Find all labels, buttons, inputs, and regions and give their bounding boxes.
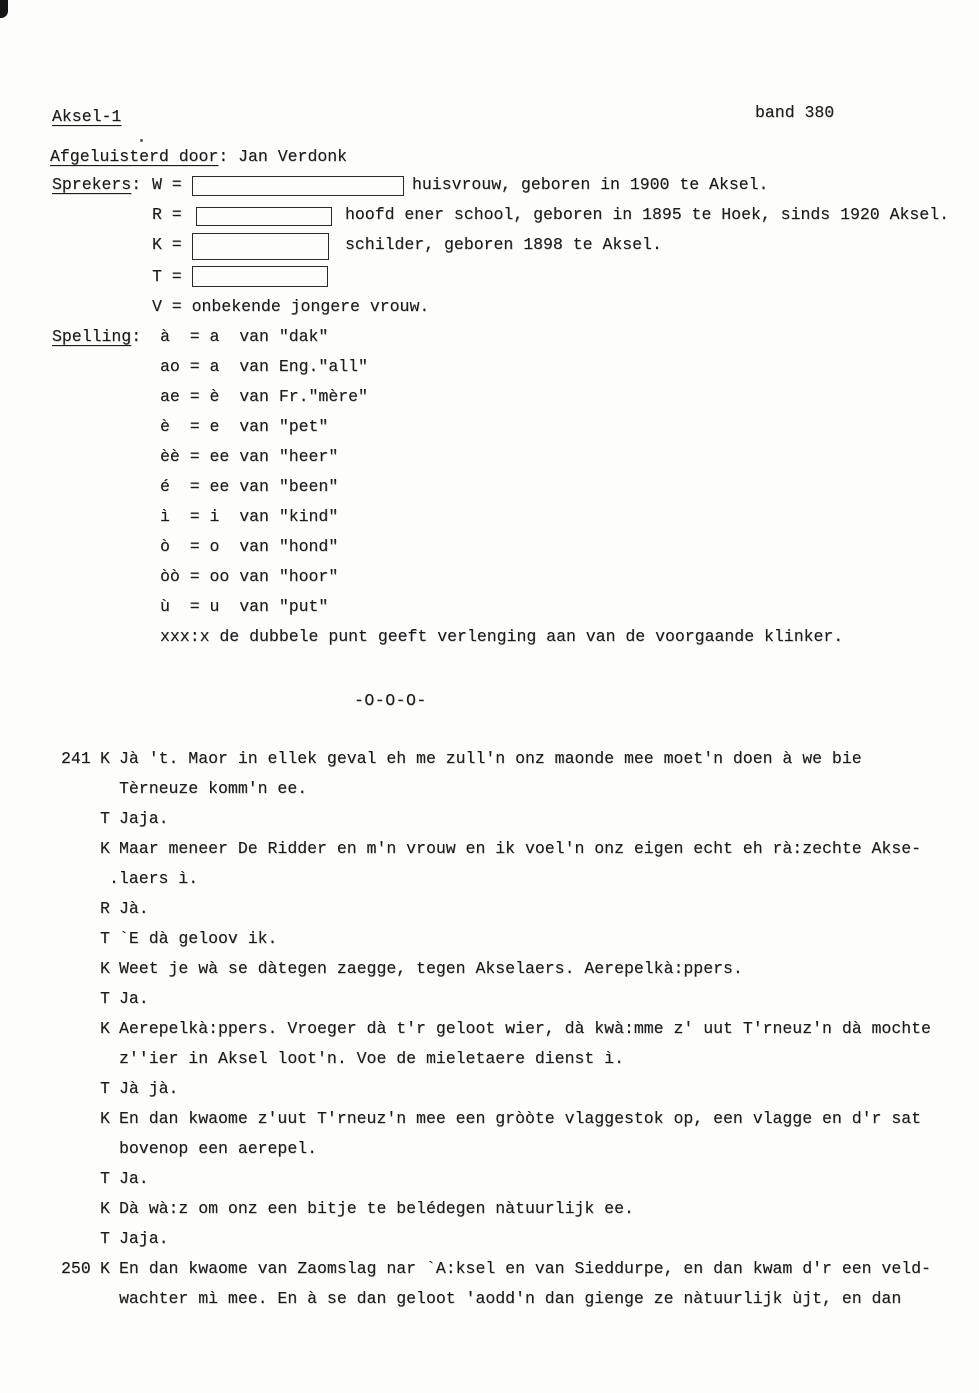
speaker-letter: K [100, 1199, 110, 1218]
speaker-row-v: V = onbekende jongere vrouw. [152, 297, 430, 316]
spelling-label [52, 322, 141, 352]
transcript-line [0, 1134, 979, 1164]
speaker-letter: T [100, 929, 110, 948]
speaker-letter: T [100, 1229, 110, 1248]
speaker-key-t: T = [152, 267, 182, 286]
utterance-text: Ja. [119, 989, 149, 1008]
transcript-line [0, 834, 979, 864]
transcriber-label: Afgeluisterd door [50, 147, 219, 166]
utterance-text: bovenop een aerepel. [119, 1139, 318, 1158]
utterance-text: Tèrneuze komm'n ee. [119, 779, 308, 798]
utterance-text: Jaja. [119, 1229, 169, 1248]
line-number: 241 [61, 749, 91, 768]
transcript-line [0, 1014, 979, 1044]
transcript-line [0, 744, 979, 774]
section-separator: -O-O-O- [354, 691, 427, 710]
document-title-text: Aksel-1 [52, 107, 122, 126]
speaker-desc-k: schilder, geboren 1898 te Aksel. [345, 235, 662, 254]
speaker-letter: T [100, 989, 110, 1008]
utterance-text: wachter mì mee. En à se dan geloot 'aodd'n dan gienge ze nàtuurlijk ùjt, en dan [119, 1289, 902, 1308]
speaker-key-w: W = [152, 175, 182, 194]
spelling-item: ao = a van Eng."all" [160, 357, 368, 376]
transcript-line [0, 894, 979, 924]
spelling-item: è = e van "pet" [160, 417, 329, 436]
speaker-row-r [0, 200, 979, 230]
spelling-item: ae = è van Fr."mère" [160, 387, 368, 406]
redacted-name-box-t [192, 266, 328, 287]
spelling-item: à = a van "dak" [160, 327, 329, 346]
utterance-text: Jaja. [119, 809, 169, 828]
speaker-key-r: R = [152, 205, 182, 224]
spelling-item: èè = ee van "heer" [160, 447, 339, 466]
transcript-line [0, 864, 979, 894]
transcript-line [0, 774, 979, 804]
transcript-line [0, 1224, 979, 1254]
spelling-item: ì = i van "kind" [160, 507, 339, 526]
utterance-text: En dan kwaome z'uut T'rneuz'n mee een gròòte vlaggestok op, een vlagge en d'r sat [119, 1109, 922, 1128]
line-number: 250 [61, 1259, 91, 1278]
utterance-text: Jà 't. Maor in ellek geval eh me zull'n onz maonde mee moet'n doen à we bie [119, 749, 862, 768]
spelling-item: òò = oo van "hoor" [160, 567, 339, 586]
transcript-line [0, 984, 979, 1014]
scan-corner-artifact [0, 0, 8, 18]
utterance-text: .laers ì. [109, 869, 199, 888]
transcript-line [0, 1164, 979, 1194]
transcriber-value: : Jan Verdonk [218, 147, 348, 166]
utterance-text: Dà wà:z om onz een bitje te belédegen nàtuurlijk ee. [119, 1199, 634, 1218]
spelling-label-text: Spelling [52, 327, 132, 346]
speaker-desc-r: hoofd ener school, geboren in 1895 te Hoek, sinds 1920 Aksel. [345, 205, 949, 224]
speaker-key-k: K = [152, 235, 182, 254]
speaker-letter: K [100, 749, 110, 768]
speaker-letter: T [100, 809, 110, 828]
speaker-letter: K [100, 1259, 110, 1278]
redacted-name-box-r [196, 207, 332, 226]
transcript-line [0, 1284, 979, 1314]
speakers-label-text: Sprekers [52, 175, 132, 194]
transcript-line [0, 924, 979, 954]
speaker-row-t [0, 262, 979, 292]
spelling-item: é = ee van "been" [160, 477, 339, 496]
transcript-line [0, 1104, 979, 1134]
speaker-letter: K [100, 1109, 110, 1128]
utterance-text: Jà jà. [119, 1079, 179, 1098]
spelling-label-colon: : [131, 327, 142, 346]
redacted-name-box-w [192, 176, 404, 196]
utterance-text: Aerepelkà:ppers. Vroeger dà t'r geloot wier, dà kwà:mme z' uut T'rneuz'n dà mochte [119, 1019, 931, 1038]
spelling-item: ò = o van "hond" [160, 537, 339, 556]
speaker-letter: T [100, 1169, 110, 1188]
transcriber-line [50, 142, 347, 172]
transcript-line [0, 1044, 979, 1074]
transcript-line [0, 1194, 979, 1224]
transcript-line [0, 954, 979, 984]
speaker-desc-w: huisvrouw, geboren in 1900 te Aksel. [412, 175, 769, 194]
speakers-label [52, 170, 141, 200]
transcript-line [0, 1254, 979, 1284]
band-label: band 380 [755, 103, 835, 122]
spelling-item: xxx:x de dubbele punt geeft verlenging aan van de voorgaande klinker. [160, 627, 844, 646]
speakers-label-colon: : [131, 175, 142, 194]
spelling-item: ù = u van "put" [160, 597, 329, 616]
speaker-letter: K [100, 1019, 110, 1038]
utterance-text: En dan kwaome van Zaomslag nar `A:ksel en van Sieddurpe, en dan kwam d'r een veld- [119, 1259, 931, 1278]
speaker-letter: K [100, 959, 110, 978]
transcript-line [0, 804, 979, 834]
utterance-text: Ja. [119, 1169, 149, 1188]
speaker-letter: R [100, 899, 110, 918]
utterance-text: `E dà geloov ik. [119, 929, 278, 948]
speaker-letter: T [100, 1079, 110, 1098]
transcript-line [0, 1074, 979, 1104]
utterance-text: Weet je wà se dàtegen zaegge, tegen Akselaers. Aerepelkà:ppers. [119, 959, 743, 978]
utterance-text: Jà. [119, 899, 149, 918]
redacted-name-box-k [192, 233, 329, 260]
document-title [52, 102, 121, 132]
utterance-text: Maar meneer De Ridder en m'n vrouw en ik voel'n onz eigen echt eh rà:zechte Akse- [119, 839, 922, 858]
speaker-row-k [0, 230, 979, 260]
speaker-row-w [0, 170, 979, 200]
utterance-text: z''ier in Aksel loot'n. Voe de mieletaere dienst ì. [119, 1049, 624, 1068]
speaker-letter: K [100, 839, 110, 858]
